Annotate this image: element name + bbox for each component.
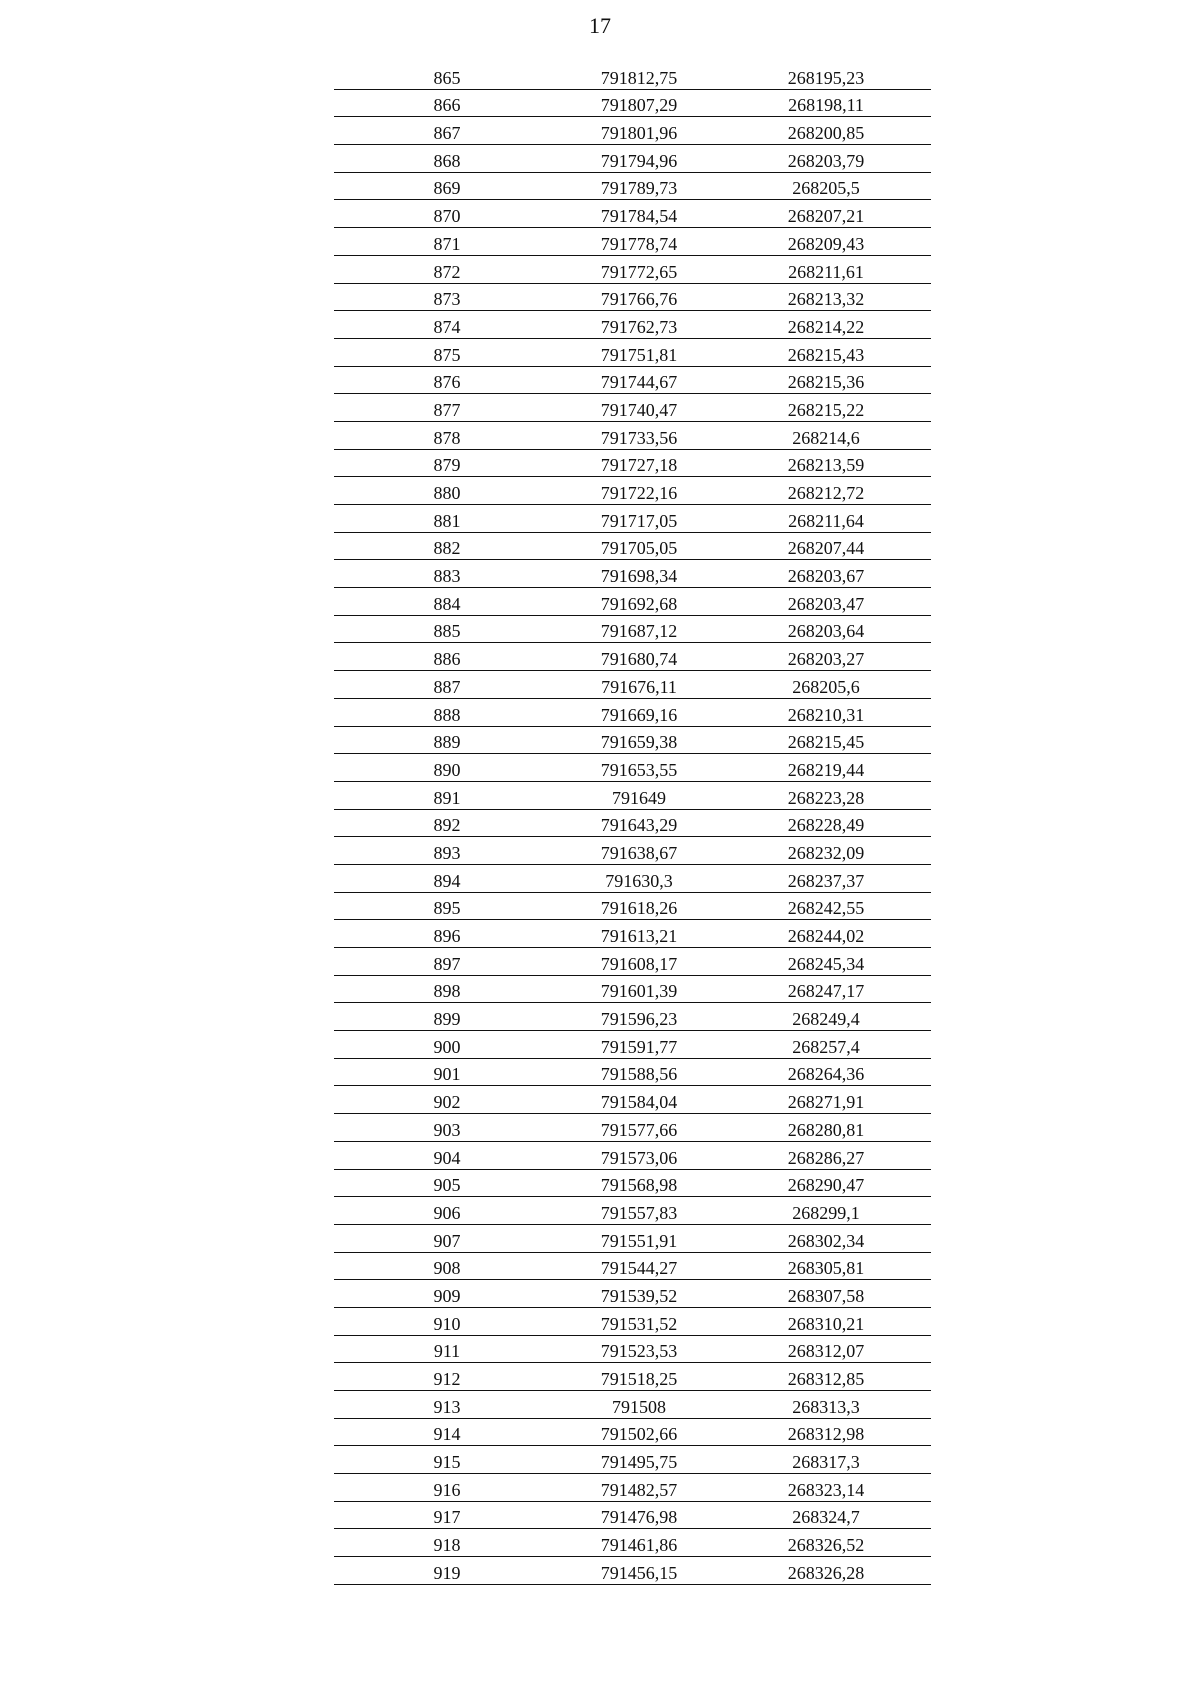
table-row: [334, 339, 931, 367]
x-coordinate-cell: 791551,91: [600, 1230, 678, 1251]
point-number-cell: 894: [433, 870, 461, 891]
table-row: [334, 976, 931, 1004]
point-number-cell: 899: [433, 1009, 461, 1030]
table-row: [334, 173, 931, 201]
x-coordinate-cell: 791557,83: [600, 1202, 678, 1223]
point-number-cell: 917: [433, 1507, 461, 1528]
point-number-cell: 867: [433, 123, 461, 144]
table-row: [334, 200, 931, 228]
y-coordinate-cell: 268203,79: [787, 150, 865, 171]
table-row: [334, 1308, 931, 1336]
y-coordinate-cell: 268302,34: [787, 1230, 865, 1251]
y-coordinate-cell: 268214,22: [787, 316, 865, 337]
x-coordinate-cell: 791751,81: [600, 344, 678, 365]
y-coordinate-cell: 268257,4: [792, 1036, 860, 1057]
y-coordinate-cell: 268244,02: [787, 926, 865, 946]
x-coordinate-cell: 791649: [612, 787, 666, 808]
point-number-cell: 874: [433, 316, 461, 337]
table-row: [334, 1502, 931, 1530]
table-row: [334, 422, 931, 450]
x-coordinate-cell: 791687,12: [600, 621, 678, 642]
x-coordinate-cell: 791784,54: [600, 206, 678, 227]
x-coordinate-cell: 791698,34: [600, 566, 678, 587]
x-coordinate-cell: 791584,04: [600, 1092, 678, 1113]
x-coordinate-cell: 791601,39: [600, 981, 678, 1002]
x-coordinate-cell: 791618,26: [600, 898, 678, 919]
y-coordinate-cell: 268280,81: [787, 1119, 865, 1140]
x-coordinate-cell: 791717,05: [600, 510, 678, 531]
point-number-cell: 907: [433, 1230, 461, 1251]
y-coordinate-cell: 268209,43: [787, 233, 865, 254]
y-coordinate-cell: 268207,44: [787, 538, 865, 559]
y-coordinate-cell: 268307,58: [787, 1285, 865, 1306]
table-row: [334, 533, 931, 561]
x-coordinate-cell: 791495,75: [600, 1452, 678, 1473]
y-coordinate-cell: 268299,1: [792, 1202, 860, 1223]
y-coordinate-cell: 268215,45: [787, 732, 865, 753]
x-coordinate-cell: 791659,38: [600, 732, 678, 753]
point-number-cell: 891: [433, 787, 461, 808]
x-coordinate-cell: 791680,74: [600, 649, 678, 670]
table-row: [334, 754, 931, 782]
table-row: [334, 367, 931, 395]
table-row: [334, 837, 931, 865]
point-number-cell: 881: [433, 510, 461, 531]
table-row: [334, 588, 931, 616]
table-row: [334, 145, 931, 173]
table-row: [334, 782, 931, 810]
table-row: [334, 228, 931, 256]
y-coordinate-cell: 268215,22: [787, 399, 865, 420]
y-coordinate-cell: 268219,44: [787, 759, 865, 780]
table-row: [334, 727, 931, 755]
table-row: [334, 1086, 931, 1114]
point-number-cell: 892: [433, 815, 461, 836]
y-coordinate-cell: 268203,27: [787, 649, 865, 670]
table-row: [334, 560, 931, 588]
x-coordinate-cell: 791461,86: [600, 1535, 678, 1556]
point-number-cell: 865: [433, 67, 461, 88]
x-coordinate-cell: 791613,21: [600, 926, 678, 946]
x-coordinate-cell: 791482,57: [600, 1479, 678, 1500]
x-coordinate-cell: 791692,68: [600, 593, 678, 614]
table-row: [334, 505, 931, 533]
point-number-cell: 878: [433, 427, 461, 448]
table-row: [334, 1114, 931, 1142]
table-row: [334, 1170, 931, 1198]
x-coordinate-cell: 791544,27: [600, 1258, 678, 1279]
y-coordinate-cell: 268249,4: [792, 1009, 860, 1030]
point-number-cell: 884: [433, 593, 461, 614]
y-coordinate-cell: 268312,98: [787, 1424, 865, 1445]
x-coordinate-cell: 791705,05: [600, 538, 678, 559]
point-number-cell: 905: [433, 1175, 461, 1196]
table-row: [334, 893, 931, 921]
coordinates-table: [334, 62, 931, 1585]
table-row: [334, 90, 931, 118]
table-row: [334, 1529, 931, 1557]
y-coordinate-cell: 268237,37: [787, 870, 865, 891]
table-row: [334, 1336, 931, 1364]
point-number-cell: 885: [433, 621, 461, 642]
point-number-cell: 900: [433, 1036, 461, 1057]
point-number-cell: 893: [433, 842, 461, 863]
x-coordinate-cell: 791778,74: [600, 233, 678, 254]
point-number-cell: 888: [433, 704, 461, 725]
x-coordinate-cell: 791630,3: [605, 870, 673, 891]
x-coordinate-cell: 791772,65: [600, 261, 678, 282]
y-coordinate-cell: 268203,64: [787, 621, 865, 642]
point-number-cell: 873: [433, 289, 461, 310]
point-number-cell: 904: [433, 1147, 461, 1168]
point-number-cell: 913: [433, 1396, 461, 1417]
y-coordinate-cell: 268310,21: [787, 1313, 865, 1334]
point-number-cell: 882: [433, 538, 461, 559]
table-row: [334, 1446, 931, 1474]
point-number-cell: 896: [433, 926, 461, 946]
table-row: [334, 1253, 931, 1281]
y-coordinate-cell: 268324,7: [792, 1507, 860, 1528]
table-row: [334, 284, 931, 312]
table-row: [334, 394, 931, 422]
x-coordinate-cell: 791733,56: [600, 427, 678, 448]
table-row: [334, 1197, 931, 1225]
table-row: [334, 1363, 931, 1391]
table-row: [334, 865, 931, 893]
x-coordinate-cell: 791502,66: [600, 1424, 678, 1445]
y-coordinate-cell: 268210,31: [787, 704, 865, 725]
y-coordinate-cell: 268214,6: [792, 427, 860, 448]
y-coordinate-cell: 268312,85: [787, 1369, 865, 1389]
table-row: [334, 450, 931, 478]
y-coordinate-cell: 268215,36: [787, 372, 865, 393]
x-coordinate-cell: 791539,52: [600, 1285, 678, 1306]
point-number-cell: 887: [433, 676, 461, 697]
point-number-cell: 915: [433, 1452, 461, 1473]
table-row: [334, 616, 931, 644]
point-number-cell: 898: [433, 981, 461, 1002]
x-coordinate-cell: 791573,06: [600, 1147, 678, 1168]
y-coordinate-cell: 268232,09: [787, 842, 865, 863]
y-coordinate-cell: 268264,36: [787, 1064, 865, 1085]
point-number-cell: 908: [433, 1258, 461, 1279]
x-coordinate-cell: 791638,67: [600, 842, 678, 863]
x-coordinate-cell: 791608,17: [600, 953, 678, 974]
page-number: 17: [589, 13, 611, 38]
table-row: [334, 311, 931, 339]
x-coordinate-cell: 791744,67: [600, 372, 678, 393]
point-number-cell: 916: [433, 1479, 461, 1500]
point-number-cell: 880: [433, 483, 461, 503]
x-coordinate-cell: 791523,53: [600, 1341, 678, 1362]
table-row: [334, 671, 931, 699]
point-number-cell: 911: [433, 1341, 461, 1362]
x-coordinate-cell: 791740,47: [600, 399, 678, 420]
x-coordinate-cell: 791596,23: [600, 1009, 678, 1030]
point-number-cell: 869: [433, 178, 461, 199]
table-row: [334, 1280, 931, 1308]
x-coordinate-cell: 791577,66: [600, 1119, 678, 1140]
point-number-cell: 877: [433, 399, 461, 420]
table-row: [334, 948, 931, 976]
table-row: [334, 117, 931, 145]
y-coordinate-cell: 268286,27: [787, 1147, 865, 1168]
y-coordinate-cell: 268223,28: [787, 787, 865, 808]
table-row: [334, 1225, 931, 1253]
table-row: [334, 477, 931, 505]
point-number-cell: 914: [433, 1424, 461, 1445]
point-number-cell: 870: [433, 206, 461, 227]
x-coordinate-cell: 791669,16: [600, 704, 678, 725]
point-number-cell: 895: [433, 898, 461, 919]
y-coordinate-cell: 268245,34: [787, 953, 865, 974]
y-coordinate-cell: 268213,32: [787, 289, 865, 310]
table-row: [334, 1419, 931, 1447]
point-number-cell: 868: [433, 150, 461, 171]
y-coordinate-cell: 268228,49: [787, 815, 865, 836]
table-row: [334, 1557, 931, 1585]
table-row: [334, 1142, 931, 1170]
point-number-cell: 909: [433, 1285, 461, 1306]
table-row: [334, 810, 931, 838]
y-coordinate-cell: 268207,21: [787, 206, 865, 227]
x-coordinate-cell: 791812,75: [600, 67, 678, 88]
point-number-cell: 886: [433, 649, 461, 670]
x-coordinate-cell: 791762,73: [600, 316, 678, 337]
point-number-cell: 866: [433, 95, 461, 116]
y-coordinate-cell: 268215,43: [787, 344, 865, 365]
point-number-cell: 876: [433, 372, 461, 393]
point-number-cell: 897: [433, 953, 461, 974]
y-coordinate-cell: 268200,85: [787, 123, 865, 144]
x-coordinate-cell: 791794,96: [600, 150, 678, 171]
point-number-cell: 871: [433, 233, 461, 254]
point-number-cell: 901: [433, 1064, 461, 1085]
table-row: [334, 62, 931, 90]
x-coordinate-cell: 791456,15: [600, 1562, 678, 1583]
x-coordinate-cell: 791568,98: [600, 1175, 678, 1196]
x-coordinate-cell: 791789,73: [600, 178, 678, 199]
table-row: [334, 920, 931, 948]
point-number-cell: 918: [433, 1535, 461, 1556]
y-coordinate-cell: 268271,91: [787, 1092, 865, 1113]
y-coordinate-cell: 268326,52: [787, 1535, 865, 1556]
table-row: [334, 643, 931, 671]
point-number-cell: 890: [433, 759, 461, 780]
x-coordinate-cell: 791508: [612, 1396, 666, 1417]
x-coordinate-cell: 791588,56: [600, 1064, 678, 1085]
y-coordinate-cell: 268317,3: [792, 1452, 860, 1473]
x-coordinate-cell: 791801,96: [600, 123, 678, 144]
y-coordinate-cell: 268205,6: [792, 676, 860, 697]
point-number-cell: 883: [433, 566, 461, 587]
table-row: [334, 256, 931, 284]
y-coordinate-cell: 268312,07: [787, 1341, 865, 1362]
y-coordinate-cell: 268203,67: [787, 566, 865, 587]
y-coordinate-cell: 268198,11: [788, 95, 864, 116]
y-coordinate-cell: 268313,3: [792, 1396, 860, 1417]
y-coordinate-cell: 268205,5: [792, 178, 860, 199]
y-coordinate-cell: 268323,14: [787, 1479, 865, 1500]
y-coordinate-cell: 268212,72: [787, 483, 865, 503]
point-number-cell: 903: [433, 1119, 461, 1140]
y-coordinate-cell: 268290,47: [787, 1175, 865, 1196]
point-number-cell: 902: [433, 1092, 461, 1113]
x-coordinate-cell: 791591,77: [600, 1036, 678, 1057]
x-coordinate-cell: 791518,25: [600, 1369, 678, 1389]
x-coordinate-cell: 791727,18: [600, 455, 678, 476]
point-number-cell: 910: [433, 1313, 461, 1334]
point-number-cell: 912: [433, 1369, 461, 1389]
y-coordinate-cell: 268195,23: [787, 67, 865, 88]
x-coordinate-cell: 791766,76: [600, 289, 678, 310]
y-coordinate-cell: 268305,81: [787, 1258, 865, 1279]
x-coordinate-cell: 791476,98: [600, 1507, 678, 1528]
y-coordinate-cell: 268211,61: [788, 261, 864, 282]
x-coordinate-cell: 791653,55: [600, 759, 678, 780]
x-coordinate-cell: 791676,11: [601, 676, 677, 697]
x-coordinate-cell: 791722,16: [600, 483, 678, 503]
y-coordinate-cell: 268213,59: [787, 455, 865, 476]
table-row: [334, 1059, 931, 1087]
table-row: [334, 699, 931, 727]
point-number-cell: 919: [433, 1562, 461, 1583]
point-number-cell: 879: [433, 455, 461, 476]
point-number-cell: 906: [433, 1202, 461, 1223]
x-coordinate-cell: 791807,29: [600, 95, 678, 116]
table-row: [334, 1031, 931, 1059]
table-row: [334, 1391, 931, 1419]
point-number-cell: 889: [433, 732, 461, 753]
point-number-cell: 872: [433, 261, 461, 282]
y-coordinate-cell: 268203,47: [787, 593, 865, 614]
y-coordinate-cell: 268211,64: [788, 510, 864, 531]
point-number-cell: 875: [433, 344, 461, 365]
table-row: [334, 1474, 931, 1502]
y-coordinate-cell: 268326,28: [787, 1562, 865, 1583]
table-row: [334, 1003, 931, 1031]
x-coordinate-cell: 791531,52: [600, 1313, 678, 1334]
y-coordinate-cell: 268247,17: [787, 981, 865, 1002]
x-coordinate-cell: 791643,29: [600, 815, 678, 836]
y-coordinate-cell: 268242,55: [787, 898, 865, 919]
